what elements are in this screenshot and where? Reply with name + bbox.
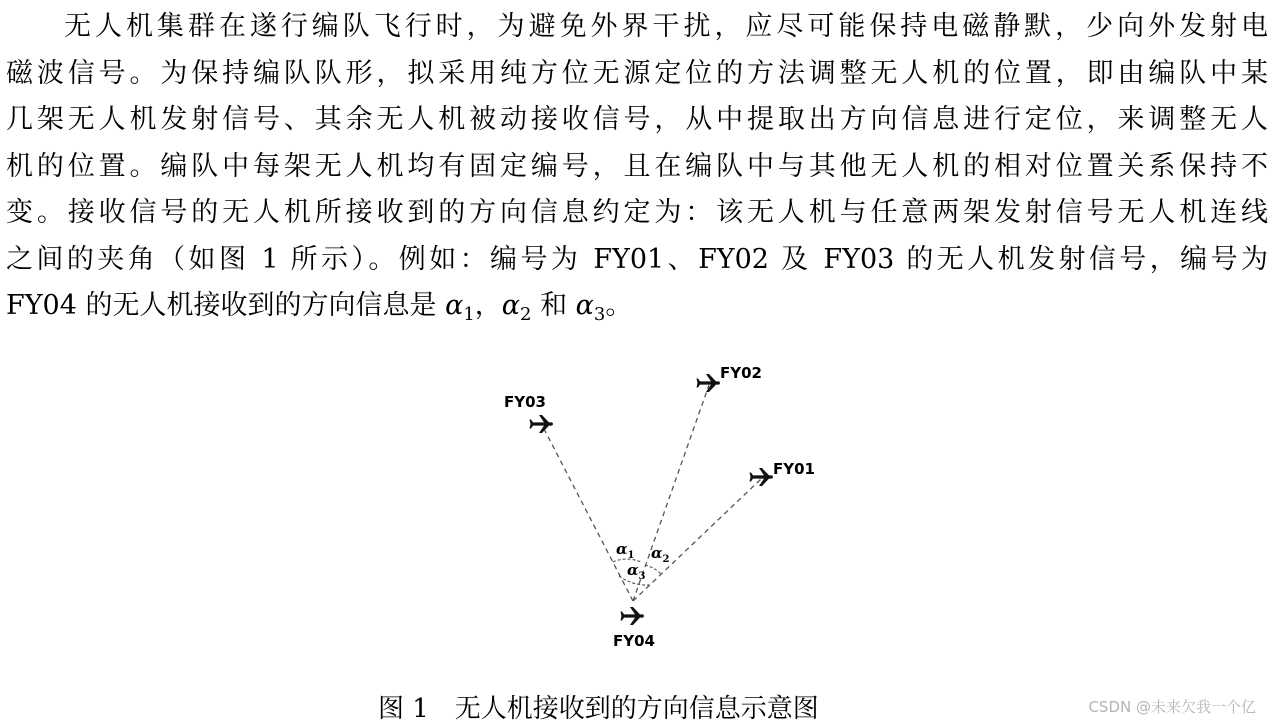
direction-diagram: [480, 350, 820, 660]
airplane-icon: [621, 607, 645, 625]
separator-comma: ，: [474, 290, 502, 321]
alpha-3-symbol: $\alpha_3$: [575, 290, 606, 325]
label-alpha-1: $\alpha_1$: [616, 540, 635, 561]
paragraph-line: 磁波信号。为保持编队队形，拟采用纯方位无源定位的方法调整无人机的位置，即由编队中某: [6, 57, 1268, 89]
figure-1: [480, 350, 820, 660]
paragraph-line: 变。接收信号的无人机所接收到的方向信息约定为：该无人机与任意两架发射信号无人机连线: [6, 197, 1268, 228]
watermark: CSDN @未来欠我一个亿: [1088, 698, 1256, 716]
paragraph-line: 机的位置。编队中每架无人机均有固定编号，且在编队中与其他无人机的相对位置关系保持不: [6, 150, 1268, 182]
last-line-text: FY04 的无人机接收到的方向信息是: [6, 290, 437, 321]
figure-caption: 图 1 无人机接收到的方向信息示意图: [378, 694, 819, 724]
line-fy04-fy03: [542, 425, 633, 601]
paragraph-line: 几架无人机发射信号、其余无人机被动接收信号，从中提取出方向信息进行定位，来调整无人: [6, 104, 1268, 135]
and-word: 和: [540, 290, 568, 321]
angle-arc-alpha-2: [645, 565, 661, 574]
problem-paragraph: [6, 4, 1268, 330]
alpha-2-symbol: $\alpha_2$: [501, 290, 532, 325]
alpha-1-symbol: $\alpha_1$: [445, 290, 475, 325]
label-fy04: FY04: [613, 632, 655, 650]
label-fy02: FY02: [720, 364, 762, 382]
period: 。: [605, 290, 633, 321]
paragraph-line: 之间的夹角（如图 1 所示）。例如：编号为 FY01、FY02 及 FY03 的无人机发射信号，编号为: [6, 243, 1268, 275]
label-fy01: FY01: [773, 460, 815, 478]
paragraph-last-line: [6, 283, 1268, 330]
airplane-icon: [530, 415, 554, 433]
line-fy04-fy02: [633, 385, 709, 601]
label-alpha-3: $\alpha_3$: [627, 561, 646, 582]
paragraph-line: 无人机集群在遂行编队飞行时，为避免外界干扰，应尽可能保持电磁静默，少向外发射电: [64, 11, 1268, 42]
label-fy03: FY03: [504, 393, 546, 411]
airplane-icon: [750, 468, 774, 486]
line-fy04-fy01: [633, 478, 762, 601]
label-alpha-2: $\alpha_2$: [651, 544, 670, 565]
airplane-icon: [697, 374, 721, 392]
